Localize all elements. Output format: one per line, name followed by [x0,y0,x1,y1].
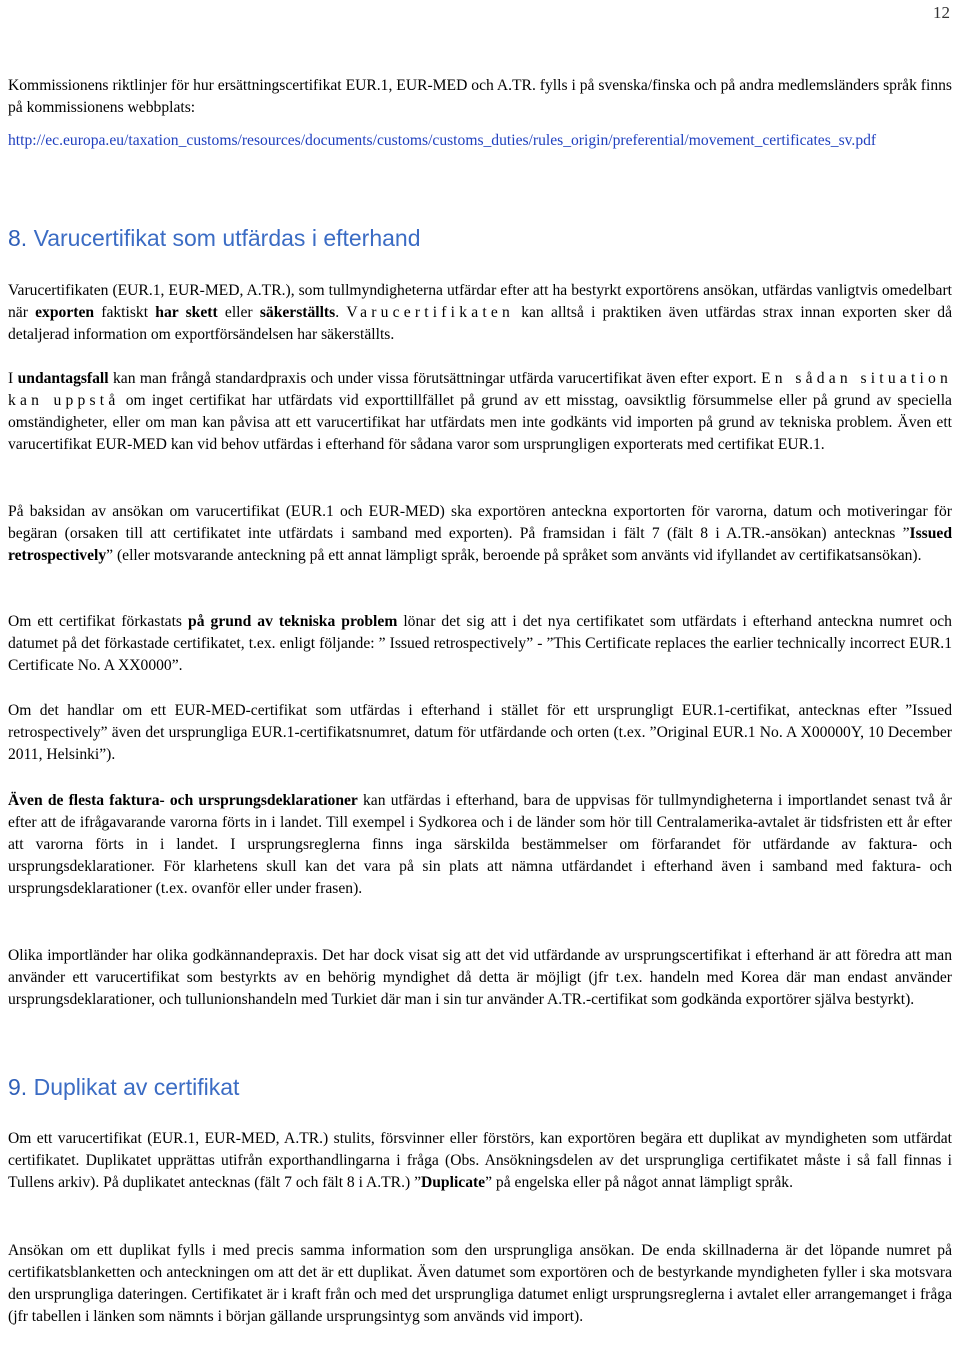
text-run: I [8,370,18,387]
text-run: eller [217,304,260,321]
bold-run: Även de flesta faktura- och ursprungsdeklarationer [8,792,358,809]
section-9-paragraph-1 [8,1128,952,1194]
text-run: Om ett varucertifikat (EUR.1, EUR-MED, A.TR.) stulits, försvinner eller förstörs, kan exportören begära ett duplikat av myndigheten som utfärdat certifikatet. Duplikatet upprättas utifrån exporthandlingarna i fråga (Obs. Ansökningsdelen av det ursprungliga certifikatet måste i så fall finnas i Tullens arkiv). På duplikatet antecknas (fält 7 och fält 8 i A.TR.) ” [8,1130,952,1191]
text-run: faktiskt [94,304,156,321]
section-8-paragraph-1 [8,280,952,346]
page-number: 12 [933,3,950,22]
bold-run: exporten [35,304,95,321]
section-9-heading [8,1073,239,1101]
text-run: kan utfärdas i efterhand, bara de uppvisas för tullmyndigheterna i importlandet senast två år efter att de ifrågavarande varorna förts in i landet. Till exempel i Sydkorea och i de länder som hör till Centralamerika-avtalet är tidsfristen ett år efter att varorna förts in i landet. I ursprungsreglerna finns inga särskilda bestämmelser om förfarandet för utfärdande av faktura- och ursprungsdeklarationer. För klarhetens skull kan det vara på sin plats att nämna utfärdandet i efterhand även i samband med faktura- och ursprungsdeklarationer (t.ex. ovanför eller under frasen). [8,792,952,897]
bold-run: undantagsfall [17,370,109,387]
bold-run: på grund av tekniska problem [188,613,398,630]
text-run: Om ett certifikat förkastats [8,613,189,630]
section-8-paragraph-7 [8,945,952,1011]
spaced-run: En sådan situation kan uppstå [8,370,952,409]
text-run: Ansökan om ett duplikat fylls i med precis samma information som den ursprungliga ansökan. De enda skillnaderna är det löpande numret på certifikatsblanketten och anteckningen om att det är ett duplikat. Även datumet som exportören och de bestyrkande myndigheten fyller i ska motsvara den ursprungliga dateringen. Certifikatet är i kraft från och med det ursprungliga datumet enligt ursprungsreglerna i avtalet eller arrangemanget i fråga (jfr tabellen i länken som nämnts i början gällande ursprungsintyg som används vid import). [8,1242,952,1325]
bold-run: säkerställts [259,304,336,321]
section-8-paragraph-3 [8,501,952,567]
intro-text: Kommissionens riktlinjer för hur ersättningscertifikat EUR.1, EUR-MED och A.TR. fylls i på svenska/finska och på andra medlemsländers språk finns på kommissionens webbplats: [8,77,952,116]
section-8-paragraph-4 [8,611,952,677]
text-run: kan alltså i praktiken även utfärdas strax innan exporten sker då detaljerad information om exportförsändelsen har säkerställts. [8,304,952,343]
section-8-title: Varucertifikat som utfärdas i efterhand [33,225,421,251]
section-8-paragraph-2 [8,368,952,456]
intro-paragraph [8,75,952,152]
text-run: Om det handlar om ett EUR-MED-certifikat som utfärdas i efterhand i stället för ett ursprungligt EUR.1-certifikat, antecknas efter ”Issued retrospectively” även det ursprungliga EUR.1-certifikatsnumret, datum för utfärdande och orten (t.ex. ”Original EUR.1 No. A X00000Y, 10 December 2011, Helsinki”). [8,702,952,763]
section-9-paragraph-2 [8,1240,952,1328]
text-run: Olika importländer har olika godkännandepraxis. Det har dock visat sig att det vid utfärdande av ursprungscertifikat i efterhand är att föredra att man använder ett varucertifikat som bestyrkts av en behörig myndighet då detta är möjligt (jfr t.ex. handeln med Korea där man endast använder ursprungsdeklarationer, och tullunionshandeln med Turkiet där man i sin tur använder A.TR.-certifikat som godkända exportörer själva bestyrkt). [8,947,952,1008]
section-9-number: 9. [8,1074,28,1100]
text-run: kan man frångå standardpraxis och under vissa förutsättningar utfärda varucertifikat även efter export. [108,370,762,387]
bold-run: Duplicate [421,1174,486,1191]
text-run: På baksidan av ansökan om varucertifikat (EUR.1 och EUR-MED) ska exportören anteckna exportorten för varorna, datum och motiveringar för begäran (orsaken till att certifikatet inte utfärdats i samband med exporten). På framsidan i fält 7 (fält 8 i A.TR.-ansökan) antecknas ” [8,503,952,542]
bold-run: Issued retrospectively [8,525,952,564]
section-9-title: Duplikat av certifikat [33,1074,240,1100]
guidelines-link[interactable]: http://ec.europa.eu/taxation_customs/resources/documents/customs/customs_duties/rules_origin/preferential/movement_certificates_sv.pdf [8,132,877,149]
text-run: ” (eller motsvarande anteckning på ett annat lämpligt språk, beroende på språket som använts vid ifyllandet av certifikatsansökan). [106,547,922,564]
text-run: . [335,304,347,321]
bold-run: har skett [155,304,218,321]
section-8-number: 8. [8,225,28,251]
section-8-paragraph-6 [8,790,952,900]
section-8-paragraph-5 [8,700,952,766]
section-8-heading [8,224,421,252]
text-run: ” på engelska eller på något annat lämpligt språk. [485,1174,793,1191]
text-run: om inget certifikat har utfärdats vid exporttillfället på grund av ett misstag, oavsiktlig försummelse eller på grund av speciella omständigheter, eller om man kan påvisa att ett varucertifikat har utfärdats men inte godkänts vid importen på grund av tekniska problem. Även ett varucertifikat EUR-MED kan vid behov utfärdas i efterhand för sådana varor som ursprungligen exporterats med certifikat EUR.1. [8,392,952,453]
text-run: lönar det sig att i det nya certifikatet som utfärdats i efterhand anteckna numret och datumet på det förkastade certifikatet, t.ex. enligt följande: ” Issued retrospectively” - ”This Certificate replaces the earlier technically incorrect EUR.1 Certificate No. A XX0000”. [8,613,952,674]
spaced-run: Varucertifikaten [346,304,514,321]
text-run: Varucertifikaten (EUR.1, EUR-MED, A.TR.), som tullmyndigheterna utfärdar efter att ha bestyrkt exportörens ansökan, utfärdas vanligtvis omedelbart när [8,282,952,321]
